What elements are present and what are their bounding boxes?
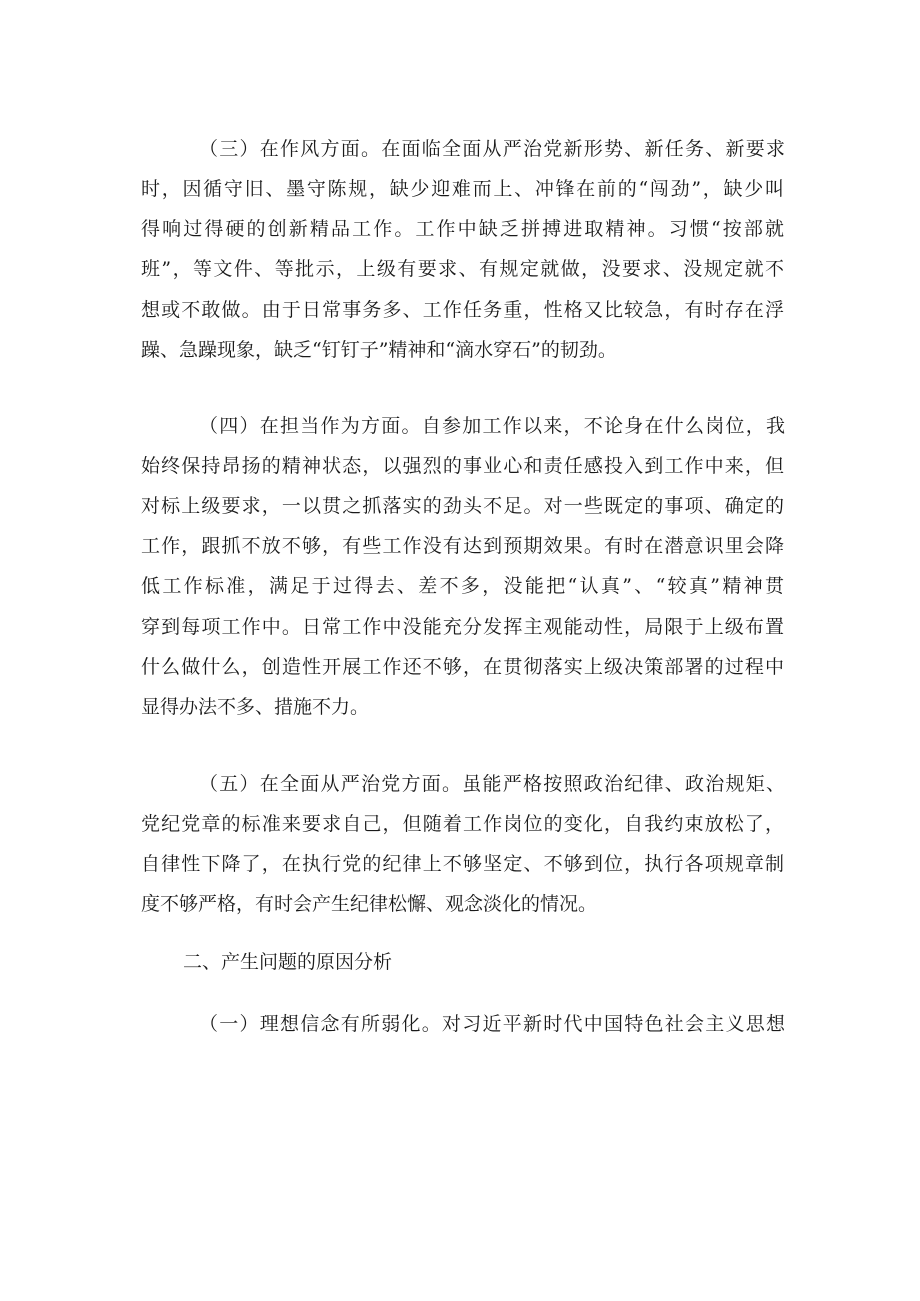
text-line: （三）在作风方面。在面临全面从严治党新形势、新任务、新要求 <box>199 138 785 160</box>
text-line: 始终保持昂扬的精神状态，以强烈的事业心和责任感投入到工作中来，但 <box>141 455 784 477</box>
text-line: 时，因循守旧、墨守陈规，缺少迎难而上、冲锋在前的“闯劲”，缺少叫 <box>141 178 784 200</box>
text-line: 班”，等文件、等批示，上级有要求、有规定就做，没要求、没规定就不 <box>141 258 784 280</box>
text-line: 自律性下降了，在执行党的纪律上不够坚定、不够到位，执行各项规章制 <box>141 853 784 875</box>
section-heading: 二、产生问题的原因分析 <box>183 951 393 973</box>
text-line: （五）在全面从严治党方面。虽能严格按照政治纪律、政治规矩、 <box>199 773 785 795</box>
text-line: 想或不敢做。由于日常事务多、工作任务重，性格又比较急，有时存在浮 <box>141 299 784 321</box>
text-line: 得响过得硬的创新精品工作。工作中缺乏拼搏进取精神。习惯“按部就 <box>141 218 784 240</box>
text-line: 什么做什么，创造性开展工作还不够，在贯彻落实上级决策部署的过程中 <box>141 656 784 678</box>
text-line: （四）在担当作为方面。自参加工作以来，不论身在什么岗位，我 <box>199 415 785 437</box>
text-line: （一）理想信念有所弱化。对习近平新时代中国特色社会主义思想 <box>199 1013 785 1035</box>
text-line: 低工作标准，满足于过得去、差不多，没能把“认真”、“较真”精神贯 <box>141 575 784 597</box>
text-line: 对标上级要求，一以贯之抓落实的劲头不足。对一些既定的事项、确定的 <box>141 495 784 517</box>
text-line: 党纪党章的标准来要求自己，但随着工作岗位的变化，自我约束放松了， <box>141 813 784 835</box>
text-line: 度不够严格，有时会产生纪律松懈、观念淡化的情况。 <box>141 893 598 915</box>
text-line: 显得办法不多、措施不力。 <box>141 696 370 718</box>
text-line: 躁、急躁现象，缺乏“钉钉子”精神和“滴水穿石”的韧劲。 <box>141 339 617 361</box>
text-line: 工作，跟抓不放不够，有些工作没有达到预期效果。有时在潜意识里会降 <box>141 535 784 557</box>
text-line: 穿到每项工作中。日常工作中没能充分发挥主观能动性，局限于上级布置 <box>141 616 784 638</box>
